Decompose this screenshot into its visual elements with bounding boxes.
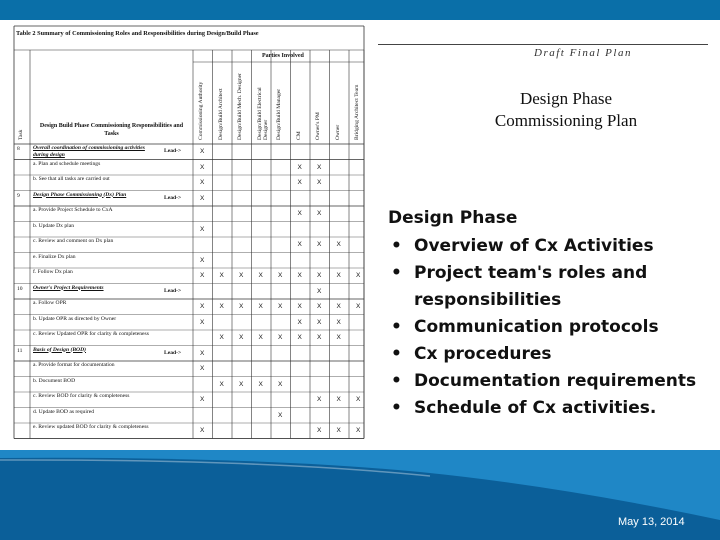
bullet-item	[388, 233, 718, 260]
party-header: Design/Build Architect	[217, 88, 224, 140]
responsibility-mark: X	[239, 380, 244, 388]
responsibility-mark: X	[317, 303, 322, 310]
bullet-item	[388, 368, 718, 395]
responsibility-mark: X	[278, 411, 283, 419]
bullet-icon: •	[391, 317, 402, 337]
slide-body	[388, 205, 718, 422]
responsibility-mark: X	[317, 179, 322, 186]
task-column-header: Design Build Phase Commissioning Responsibilities and Tasks	[39, 123, 184, 137]
task-number: 9	[17, 192, 20, 199]
document-title-line2: Commissioning Plan	[494, 111, 638, 130]
bullet-icon: •	[391, 344, 402, 364]
responsibility-mark: X	[336, 241, 341, 248]
responsibility-mark: X	[278, 272, 283, 279]
task-header: Task	[18, 129, 24, 140]
responsibility-mark: X	[258, 303, 263, 310]
responsibility-mark: X	[317, 210, 322, 217]
responsibility-mark: X	[317, 241, 322, 248]
responsibility-mark: X	[200, 365, 205, 372]
responsibility-mark: X	[239, 334, 244, 341]
roles-responsibilities-table	[12, 24, 366, 446]
responsibility-mark: X	[297, 303, 302, 310]
responsibility-mark: X	[278, 303, 283, 310]
bullet-item	[388, 395, 718, 422]
bullet-list	[388, 233, 718, 422]
lead-indicator: Lead->	[164, 194, 182, 201]
responsibility-mark: X	[219, 303, 224, 310]
responsibility-mark: X	[239, 303, 244, 310]
footer-date: May 13, 2014	[618, 516, 685, 528]
responsibility-mark: X	[258, 334, 263, 341]
responsibility-mark: X	[297, 334, 302, 341]
task-number: 10	[17, 285, 23, 292]
bullet-text: Documentation requirements	[414, 371, 697, 391]
responsibility-mark: X	[356, 396, 361, 403]
bullet-icon: •	[391, 398, 402, 418]
task-description: c. Review and comment on Dx plan	[33, 238, 114, 244]
responsibility-mark: X	[336, 396, 341, 403]
responsibility-mark: X	[219, 380, 224, 388]
bullet-icon: •	[391, 263, 402, 283]
parties-header: Parties Involved	[262, 53, 304, 59]
responsibility-mark: X	[200, 349, 205, 357]
bullet-text: Overview of Cx Activities	[414, 236, 654, 256]
party-header: Owner	[334, 124, 341, 140]
task-description: Basis of Design (BOD)	[33, 346, 86, 353]
responsibility-mark: X	[297, 179, 302, 186]
task-description: e. Finalize Dx plan	[33, 253, 76, 260]
bullet-item	[388, 260, 718, 314]
bullet-text: Cx procedures	[414, 344, 552, 364]
responsibility-mark: X	[317, 427, 322, 434]
responsibility-mark: X	[258, 272, 263, 279]
task-description: c. Review BOD for clarity & completeness	[33, 393, 130, 399]
task-description: Overall coordination of commissioning activities during design	[33, 145, 145, 158]
task-description: e. Review updated BOD for clarity & completeness	[33, 424, 149, 430]
responsibility-mark: X	[200, 396, 205, 403]
responsibility-mark: X	[258, 380, 263, 388]
task-description: f. Follow Dx plan	[33, 269, 73, 275]
lead-indicator: Lead->	[164, 287, 182, 294]
responsibility-mark: X	[356, 303, 361, 310]
header-rule	[378, 44, 708, 45]
task-description: b. See that all tasks are carried out	[33, 176, 110, 182]
responsibility-mark: X	[317, 334, 322, 341]
responsibility-mark: X	[200, 272, 205, 279]
top-accent-bar	[0, 0, 720, 20]
party-header: Design/Build Mech. Designer	[237, 73, 243, 140]
responsibility-mark: X	[317, 272, 322, 279]
responsibility-mark: X	[356, 427, 361, 434]
responsibility-mark: X	[219, 272, 224, 279]
responsibility-mark: X	[297, 163, 302, 171]
bullet-item	[388, 314, 718, 341]
document-title-line1: Design Phase	[519, 89, 613, 108]
task-description: b. Update OPR as directed by Owner	[33, 315, 117, 322]
responsibility-mark: X	[317, 287, 322, 295]
party-header: Commissioning Authority	[198, 81, 204, 140]
responsibility-mark: X	[278, 334, 283, 341]
task-number: 8	[17, 146, 20, 152]
table-caption: Table 2 Summary of Commissioning Roles and Responsibilities during Design/Build Phase	[16, 30, 259, 37]
bullet-icon: •	[391, 236, 402, 256]
responsibility-mark: X	[336, 303, 341, 310]
responsibility-mark: X	[297, 318, 302, 326]
responsibility-mark: X	[317, 396, 322, 403]
party-header: Bridging Architect Team	[354, 84, 360, 140]
bullet-item	[388, 341, 718, 368]
party-header: Design/Build Manager	[276, 88, 282, 140]
task-description: a. Provide format for documentation	[33, 362, 115, 368]
party-header: CM	[295, 131, 302, 140]
responsibility-mark: X	[200, 148, 205, 155]
task-description: a. Plan and schedule meetings	[33, 160, 101, 167]
responsibility-mark: X	[297, 210, 302, 217]
responsibility-mark: X	[239, 272, 244, 279]
responsibility-mark: X	[356, 272, 361, 279]
party-header: Design/Build Electrical Designer	[256, 87, 269, 140]
footer-band	[0, 450, 720, 540]
responsibility-mark: X	[336, 272, 341, 279]
responsibility-mark: X	[297, 241, 302, 248]
draft-label: Draft Final Plan	[534, 47, 632, 59]
bullet-text: Communication protocols	[414, 317, 659, 337]
bullet-text: Project team's roles and responsibilities	[414, 263, 648, 310]
responsibility-mark: X	[336, 318, 341, 326]
responsibility-mark: X	[200, 256, 205, 264]
responsibility-mark: X	[336, 334, 341, 341]
task-description: b. Update Dx plan	[33, 222, 75, 229]
responsibility-mark: X	[200, 163, 205, 171]
task-description: c. Review Updated OPR for clarity & completeness	[33, 331, 149, 337]
task-description: Owner's Project Requirements	[33, 284, 104, 291]
responsibility-mark: X	[317, 163, 322, 171]
task-description: Design Phase Commissioning (Dx) Plan	[33, 191, 127, 198]
bullet-icon: •	[391, 371, 402, 391]
document-title	[466, 88, 666, 132]
task-description: b. Document BOD	[33, 377, 76, 384]
responsibility-mark: X	[317, 318, 322, 326]
responsibility-mark: X	[200, 179, 205, 186]
lead-indicator: Lead->	[164, 349, 182, 356]
responsibility-mark: X	[200, 318, 205, 326]
lead-indicator: Lead->	[164, 148, 182, 154]
task-description: d. Update BOD as required	[33, 408, 95, 415]
responsibility-mark: X	[200, 427, 205, 434]
party-header: Owner's PM	[315, 112, 321, 140]
responsibility-mark: X	[219, 334, 224, 341]
task-description: a. Provide Project Schedule to CxA	[33, 207, 113, 213]
task-description: a. Follow OPR	[33, 300, 67, 306]
bullet-text: Schedule of Cx activities.	[414, 398, 657, 418]
responsibility-mark: X	[200, 194, 205, 202]
responsibility-mark: X	[200, 225, 205, 233]
slide-heading: Design Phase	[388, 208, 518, 228]
task-number: 11	[17, 347, 23, 354]
responsibility-mark: X	[336, 427, 341, 434]
responsibility-mark: X	[200, 303, 205, 310]
responsibility-mark: X	[297, 272, 302, 279]
responsibility-mark: X	[278, 380, 283, 388]
